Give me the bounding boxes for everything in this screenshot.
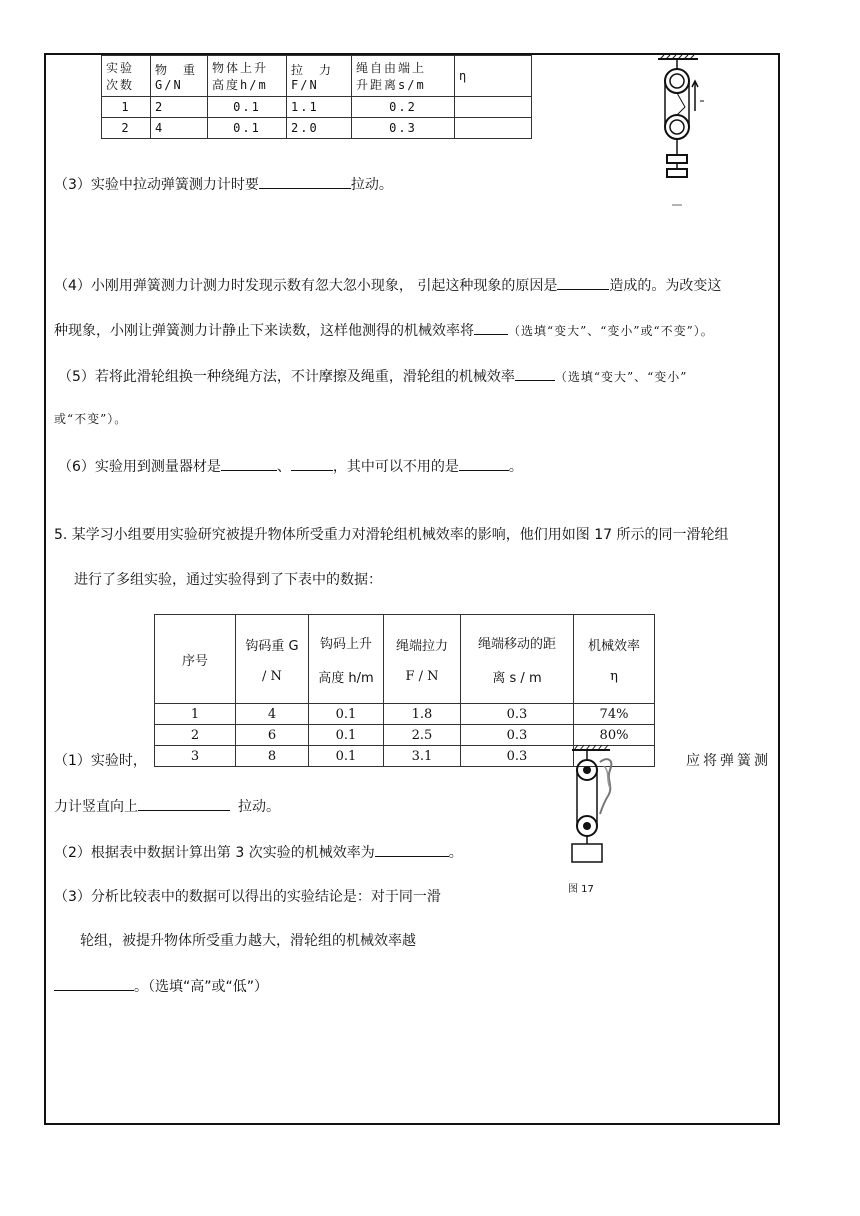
answer-blank[interactable]	[375, 842, 449, 857]
table-cell: 0.3	[461, 725, 574, 746]
question-4-line-2: 种现象，小刚让弹簧测力计静止下来读数，这样他测得的机械效率将 （选填“变大”、“变小”或“不变”）。	[54, 320, 714, 340]
table-cell: 1	[155, 704, 236, 725]
table-header-cell: 实验 次数	[102, 56, 151, 97]
table-cell: 0.3	[461, 704, 574, 725]
answer-blank[interactable]	[291, 456, 333, 471]
p5-question-3-line-3: 。（选填“高”或“低”）	[54, 976, 268, 996]
table-header-cell: 拉 力 F/N	[287, 56, 352, 97]
table-cell: 0.1	[309, 704, 384, 725]
table-row	[102, 97, 532, 118]
figure-caption: 图 17	[568, 884, 594, 895]
table-header-cell: 物 重 G/N	[151, 56, 208, 97]
table-cell: 0.1	[208, 97, 287, 118]
table-cell: 0.1	[309, 725, 384, 746]
table-cell: 4	[151, 118, 208, 139]
table-cell: 2	[155, 725, 236, 746]
table-cell: 4	[236, 704, 309, 725]
table-cell: 8	[236, 746, 309, 767]
p5-question-1-start: （1）实验时，	[54, 753, 147, 769]
p5-question-3-line-1: （3）分析比较表中的数据可以得出的实验结论是：对于同一滑	[54, 889, 441, 905]
table-cell	[455, 97, 532, 118]
answer-blank[interactable]	[474, 320, 508, 335]
experiment-table-1	[101, 55, 532, 139]
table-row	[155, 725, 655, 746]
table-cell: 1	[102, 97, 151, 118]
table-cell: 0.2	[352, 97, 455, 118]
question-5-line-1: （5）若将此滑轮组换一种绕绳方法，不计摩擦及绳重，滑轮组的机械效率 （选填“变大”、“变小”	[58, 366, 687, 386]
answer-blank[interactable]	[515, 366, 555, 381]
table-cell	[455, 118, 532, 139]
answer-blank[interactable]	[459, 456, 509, 471]
table-cell: 0.3	[461, 746, 574, 767]
answer-blank[interactable]	[54, 976, 134, 991]
table-cell: 0.1	[208, 118, 287, 139]
table-header-row	[102, 56, 532, 97]
p5-question-2: （2）根据表中数据计算出第 3 次实验的机械效率为 。	[54, 842, 463, 862]
answer-blank[interactable]	[221, 456, 277, 471]
table-cell: 1.8	[384, 704, 461, 725]
p5-question-3-line-2: 轮组，被提升物体所受重力越大，滑轮组的机械效率越	[80, 933, 416, 949]
table-header-cell: 绳自由端上 升距离s/m	[352, 56, 455, 97]
table-cell: 74%	[574, 704, 655, 725]
table-cell: 2.5	[384, 725, 461, 746]
p5-question-1-line-2: 力计竖直向上 拉动。	[54, 796, 280, 816]
answer-blank[interactable]	[557, 275, 609, 290]
table-header-cell: 绳端移动的距 离 s / m	[461, 615, 574, 704]
question-6: （6）实验用到测量器材是 、 ，其中可以不用的是 。	[58, 456, 523, 476]
question-5-line-2: 或“不变”）。	[54, 412, 128, 426]
table-cell: 0.1	[309, 746, 384, 767]
p5-question-1-end: 应将弹簧测	[686, 753, 771, 769]
table-header-row	[155, 615, 655, 704]
question-3: （3）实验中拉动弹簧测力计时要 拉动。	[54, 174, 393, 194]
table-row	[102, 118, 532, 139]
pulley-figure-17	[560, 744, 640, 868]
table-cell: 80%	[574, 725, 655, 746]
pulley-figure-top	[640, 55, 720, 215]
answer-blank[interactable]	[259, 174, 351, 189]
table-cell: 2	[151, 97, 208, 118]
table-header-cell: η	[455, 56, 532, 97]
table-header-cell: 机械效率 η	[574, 615, 655, 704]
table-cell: 6	[236, 725, 309, 746]
table-cell: 3	[155, 746, 236, 767]
question-4-line-1: （4）小刚用弹簧测力计测力时发现示数有忽大忽小现象， 引起这种现象的原因是 造成的。为改变这	[54, 275, 721, 295]
table-header-cell: 钩码重 G / N	[236, 615, 309, 704]
problem-5-intro-line-2: 进行了多组实验，通过实验得到了下表中的数据：	[74, 572, 382, 588]
table-cell: 3.1	[384, 746, 461, 767]
table-header-cell: 钩码上升 高度 h/m	[309, 615, 384, 704]
table-cell: 1.1	[287, 97, 352, 118]
answer-blank[interactable]	[138, 796, 230, 811]
table-header-cell: 序号	[155, 615, 236, 704]
problem-5-intro-line-1: 5. 某学习小组要用实验研究被提升物体所受重力对滑轮组机械效率的影响，他们用如图 17 所示的同一滑轮组	[54, 527, 729, 543]
table-header-cell: 物体上升 高度h/m	[208, 56, 287, 97]
table-header-cell: 绳端拉力 F / N	[384, 615, 461, 704]
table-row	[155, 704, 655, 725]
table-cell: 2.0	[287, 118, 352, 139]
table-cell: 2	[102, 118, 151, 139]
table-cell: 0.3	[352, 118, 455, 139]
